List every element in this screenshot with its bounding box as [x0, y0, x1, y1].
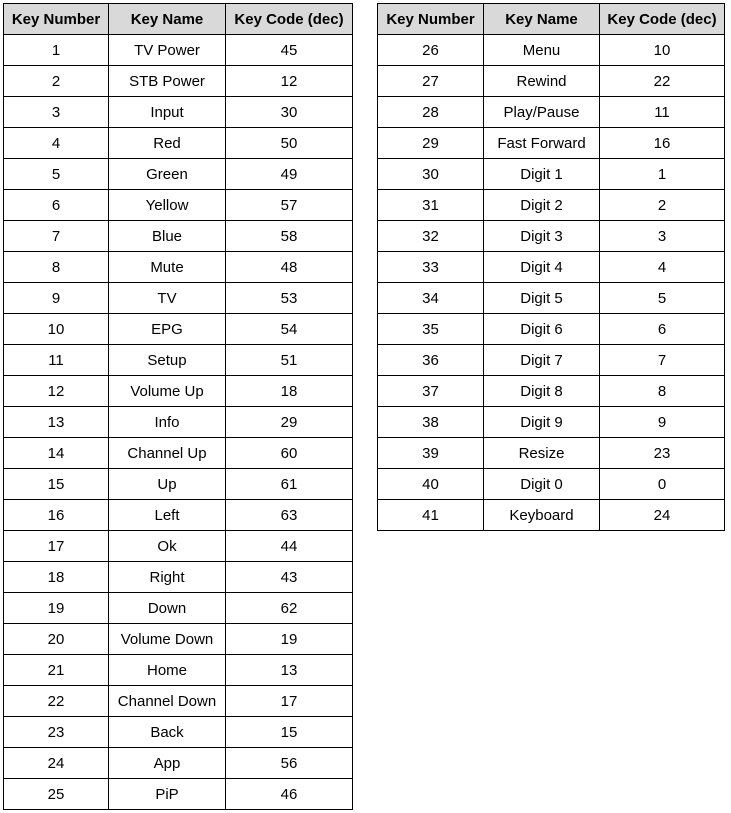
- key-code-cell: 63: [226, 500, 353, 531]
- key-name-cell: EPG: [109, 314, 226, 345]
- key-number-cell: 23: [4, 717, 109, 748]
- key-code-cell: 53: [226, 283, 353, 314]
- key-number-cell: 29: [378, 128, 484, 159]
- table-row: [4, 345, 353, 376]
- key-name-cell: Down: [109, 593, 226, 624]
- table-row: [378, 128, 725, 159]
- table-row: [4, 190, 353, 221]
- table-row: [4, 221, 353, 252]
- table-row: [4, 283, 353, 314]
- table-row: [378, 159, 725, 190]
- key-code-cell: 11: [600, 97, 725, 128]
- table-row: [4, 500, 353, 531]
- key-number-cell: 40: [378, 469, 484, 500]
- table-row: [4, 438, 353, 469]
- key-code-cell: 10: [600, 35, 725, 66]
- key-name-cell: Rewind: [484, 66, 600, 97]
- table-row: [4, 97, 353, 128]
- key-name-cell: TV: [109, 283, 226, 314]
- key-name-cell: Digit 0: [484, 469, 600, 500]
- key-number-cell: 35: [378, 314, 484, 345]
- table-row: [4, 128, 353, 159]
- key-code-cell: 12: [226, 66, 353, 97]
- key-number-cell: 27: [378, 66, 484, 97]
- table-row: [4, 376, 353, 407]
- table-row: [378, 35, 725, 66]
- key-number-cell: 3: [4, 97, 109, 128]
- key-number-cell: 7: [4, 221, 109, 252]
- key-code-cell: 16: [600, 128, 725, 159]
- key-name-cell: Digit 5: [484, 283, 600, 314]
- key-code-cell: 19: [226, 624, 353, 655]
- key-name-cell: Up: [109, 469, 226, 500]
- key-number-cell: 5: [4, 159, 109, 190]
- key-name-cell: Mute: [109, 252, 226, 283]
- key-number-cell: 25: [4, 779, 109, 810]
- key-number-cell: 41: [378, 500, 484, 531]
- key-number-cell: 33: [378, 252, 484, 283]
- key-name-cell: Setup: [109, 345, 226, 376]
- key-name-cell: Left: [109, 500, 226, 531]
- header-key-code: Key Code (dec): [226, 4, 353, 35]
- key-name-cell: Digit 4: [484, 252, 600, 283]
- table-row: [378, 469, 725, 500]
- key-code-cell: 44: [226, 531, 353, 562]
- key-number-cell: 34: [378, 283, 484, 314]
- table-row: [378, 500, 725, 531]
- key-number-cell: 26: [378, 35, 484, 66]
- table-row: [4, 686, 353, 717]
- table-row: [4, 593, 353, 624]
- key-code-cell: 48: [226, 252, 353, 283]
- key-code-cell: 54: [226, 314, 353, 345]
- key-code-cell: 0: [600, 469, 725, 500]
- key-name-cell: Channel Down: [109, 686, 226, 717]
- table-row: [4, 35, 353, 66]
- key-name-cell: Red: [109, 128, 226, 159]
- key-code-cell: 1: [600, 159, 725, 190]
- table-row: [4, 717, 353, 748]
- key-name-cell: Play/Pause: [484, 97, 600, 128]
- table-row: [378, 407, 725, 438]
- key-code-cell: 49: [226, 159, 353, 190]
- header-key-name: Key Name: [109, 4, 226, 35]
- key-code-cell: 2: [600, 190, 725, 221]
- key-name-cell: App: [109, 748, 226, 779]
- key-code-cell: 4: [600, 252, 725, 283]
- key-code-cell: 56: [226, 748, 353, 779]
- key-name-cell: Volume Down: [109, 624, 226, 655]
- key-name-cell: Green: [109, 159, 226, 190]
- key-code-cell: 58: [226, 221, 353, 252]
- key-code-cell: 46: [226, 779, 353, 810]
- table-row: [378, 376, 725, 407]
- table-row: [378, 97, 725, 128]
- key-number-cell: 37: [378, 376, 484, 407]
- key-code-cell: 50: [226, 128, 353, 159]
- key-code-cell: 60: [226, 438, 353, 469]
- table-row: [4, 748, 353, 779]
- header-key-name: Key Name: [484, 4, 600, 35]
- key-code-cell: 30: [226, 97, 353, 128]
- table-row: [4, 655, 353, 686]
- key-number-cell: 14: [4, 438, 109, 469]
- key-name-cell: Digit 9: [484, 407, 600, 438]
- key-name-cell: Resize: [484, 438, 600, 469]
- header-key-code: Key Code (dec): [600, 4, 725, 35]
- table-row: [4, 469, 353, 500]
- key-code-cell: 5: [600, 283, 725, 314]
- key-name-cell: Ok: [109, 531, 226, 562]
- key-number-cell: 32: [378, 221, 484, 252]
- key-name-cell: Blue: [109, 221, 226, 252]
- key-name-cell: Digit 2: [484, 190, 600, 221]
- table-row: [4, 531, 353, 562]
- header-key-number: Key Number: [378, 4, 484, 35]
- key-number-cell: 39: [378, 438, 484, 469]
- key-name-cell: Back: [109, 717, 226, 748]
- key-code-cell: 23: [600, 438, 725, 469]
- key-number-cell: 4: [4, 128, 109, 159]
- table-row: [378, 314, 725, 345]
- key-number-cell: 18: [4, 562, 109, 593]
- key-code-cell: 17: [226, 686, 353, 717]
- key-code-cell: 9: [600, 407, 725, 438]
- key-number-cell: 11: [4, 345, 109, 376]
- key-code-cell: 13: [226, 655, 353, 686]
- key-code-cell: 62: [226, 593, 353, 624]
- key-code-table-right: [377, 3, 725, 531]
- key-name-cell: Input: [109, 97, 226, 128]
- key-number-cell: 19: [4, 593, 109, 624]
- table-row: [4, 252, 353, 283]
- key-name-cell: Info: [109, 407, 226, 438]
- key-code-cell: 3: [600, 221, 725, 252]
- key-code-cell: 57: [226, 190, 353, 221]
- key-name-cell: Right: [109, 562, 226, 593]
- key-code-cell: 29: [226, 407, 353, 438]
- key-name-cell: Home: [109, 655, 226, 686]
- table-row: [4, 624, 353, 655]
- header-key-number: Key Number: [4, 4, 109, 35]
- table-row: [4, 314, 353, 345]
- key-code-cell: 22: [600, 66, 725, 97]
- key-number-cell: 6: [4, 190, 109, 221]
- key-name-cell: STB Power: [109, 66, 226, 97]
- key-code-cell: 18: [226, 376, 353, 407]
- key-code-cell: 24: [600, 500, 725, 531]
- key-name-cell: Fast Forward: [484, 128, 600, 159]
- key-number-cell: 1: [4, 35, 109, 66]
- key-code-cell: 15: [226, 717, 353, 748]
- table-row: [378, 190, 725, 221]
- table-row: [378, 283, 725, 314]
- key-code-cell: 45: [226, 35, 353, 66]
- table-row: [4, 66, 353, 97]
- key-number-cell: 2: [4, 66, 109, 97]
- table-row: [4, 779, 353, 810]
- key-number-cell: 21: [4, 655, 109, 686]
- key-code-cell: 7: [600, 345, 725, 376]
- header-row: [378, 4, 725, 35]
- key-code-cell: 51: [226, 345, 353, 376]
- table-row: [378, 221, 725, 252]
- key-name-cell: Digit 7: [484, 345, 600, 376]
- key-name-cell: Volume Up: [109, 376, 226, 407]
- key-name-cell: Digit 1: [484, 159, 600, 190]
- table-row: [378, 66, 725, 97]
- header-row: [4, 4, 353, 35]
- key-number-cell: 15: [4, 469, 109, 500]
- key-number-cell: 36: [378, 345, 484, 376]
- key-name-cell: Channel Up: [109, 438, 226, 469]
- table-row: [378, 345, 725, 376]
- key-number-cell: 13: [4, 407, 109, 438]
- table-row: [378, 438, 725, 469]
- key-code-cell: 6: [600, 314, 725, 345]
- key-name-cell: Digit 6: [484, 314, 600, 345]
- table-row: [4, 407, 353, 438]
- key-name-cell: Yellow: [109, 190, 226, 221]
- key-number-cell: 20: [4, 624, 109, 655]
- key-number-cell: 24: [4, 748, 109, 779]
- key-number-cell: 12: [4, 376, 109, 407]
- key-number-cell: 8: [4, 252, 109, 283]
- table-row: [4, 562, 353, 593]
- key-number-cell: 16: [4, 500, 109, 531]
- key-code-cell: 8: [600, 376, 725, 407]
- key-number-cell: 30: [378, 159, 484, 190]
- key-number-cell: 31: [378, 190, 484, 221]
- key-name-cell: Menu: [484, 35, 600, 66]
- key-number-cell: 9: [4, 283, 109, 314]
- key-code-table-left: [3, 3, 353, 810]
- key-name-cell: PiP: [109, 779, 226, 810]
- key-name-cell: Digit 3: [484, 221, 600, 252]
- key-name-cell: Keyboard: [484, 500, 600, 531]
- key-number-cell: 22: [4, 686, 109, 717]
- table-row: [4, 159, 353, 190]
- key-number-cell: 38: [378, 407, 484, 438]
- key-number-cell: 10: [4, 314, 109, 345]
- key-number-cell: 17: [4, 531, 109, 562]
- key-name-cell: TV Power: [109, 35, 226, 66]
- key-code-cell: 43: [226, 562, 353, 593]
- key-code-cell: 61: [226, 469, 353, 500]
- table-row: [378, 252, 725, 283]
- key-number-cell: 28: [378, 97, 484, 128]
- key-name-cell: Digit 8: [484, 376, 600, 407]
